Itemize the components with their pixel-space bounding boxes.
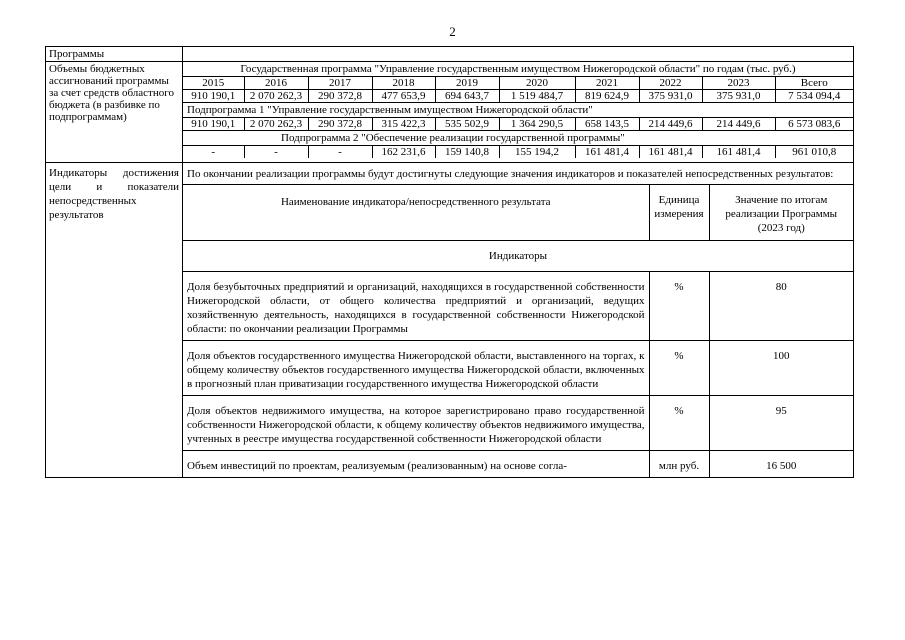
indicators-row bbox=[46, 163, 853, 478]
funding-year-cell: 2018 bbox=[372, 77, 435, 90]
subprogram1-value-cell: 6 573 083,6 bbox=[775, 118, 853, 131]
passport-table bbox=[45, 46, 854, 478]
indicator-name: Доля объектов недвижимого имущества, на которое зарегистрировано право государственной собственности Нижегородской области, к общему количеству объектов недвижимого имущества, учтенных в реестре имущества государственной собственности Нижегородской области bbox=[183, 396, 649, 451]
funding-year-cell: 2015 bbox=[183, 77, 244, 90]
funding-table bbox=[183, 76, 853, 102]
subprogram2-value-cell: - bbox=[183, 146, 244, 159]
page-number: 2 bbox=[449, 24, 456, 39]
indicators-intro: По окончании реализации программы будут достигнуты следующие значения индикаторов и показателей непосредственных результатов: bbox=[187, 168, 834, 180]
programs-value bbox=[183, 47, 853, 61]
funding-header-row bbox=[183, 77, 853, 90]
funding-year-cell: 2023 bbox=[702, 77, 775, 90]
funding-label: Объемы бюджетных ассигнований программы за счет средств областного бюджета (в разбивке по подпрограммам) bbox=[46, 62, 183, 162]
indicator-unit: % bbox=[649, 272, 709, 341]
indicator-value: 95 bbox=[709, 396, 853, 451]
indicators-content bbox=[183, 163, 853, 477]
program-value-cell: 477 653,9 bbox=[372, 90, 435, 103]
subprogram2-table bbox=[183, 145, 853, 158]
indicator-name: Доля объектов государственного имущества Нижегородской области, выставленного на торгах, к общему количеству объектов государственного имущества Нижегородской области, включенных в прогнозный план приватизации государственного имущества Нижегородской области bbox=[183, 341, 649, 396]
program-value-cell: 375 931,0 bbox=[702, 90, 775, 103]
program-value-cell: 694 643,7 bbox=[435, 90, 499, 103]
subprogram2-value-cell: 161 481,4 bbox=[639, 146, 702, 159]
funding-content bbox=[183, 62, 853, 162]
subprogram2-value-cell: 159 140,8 bbox=[435, 146, 499, 159]
program-value-cell: 2 070 262,3 bbox=[244, 90, 308, 103]
subprogram1-value-cell: 2 070 262,3 bbox=[244, 118, 308, 131]
indicators-table bbox=[183, 184, 853, 477]
indicator-value: 16 500 bbox=[709, 451, 853, 478]
subprogram2-title: Подпрограмма 2 "Обеспечение реализации государственной программы" bbox=[183, 130, 853, 145]
funding-year-cell: 2017 bbox=[308, 77, 372, 90]
indicator-name: Доля безубыточных предприятий и организаций, находящихся в государственной собственности Нижегородской области, от общего количества предприятий и организаций, ведущих хозяйственную деятельность, находящихся в государственной собственности Нижегородской области: по окончании реализации Программы bbox=[183, 272, 649, 341]
subprogram1-value-cell: 214 449,6 bbox=[702, 118, 775, 131]
funding-year-cell: 2019 bbox=[435, 77, 499, 90]
indicators-header-row bbox=[183, 185, 853, 241]
header-indicator-name: Наименование индикатора/непосредственного результата bbox=[183, 185, 649, 241]
subprogram1-value-cell: 535 502,9 bbox=[435, 118, 499, 131]
header-final-value: Значение по итогам реализации Программы (2023 год) bbox=[709, 185, 853, 241]
subprogram2-value-cell: 155 194,2 bbox=[499, 146, 575, 159]
funding-year-cell: Всего bbox=[775, 77, 853, 90]
subprogram2-row bbox=[183, 146, 853, 159]
programs-row bbox=[46, 47, 853, 62]
funding-year-cell: 2020 bbox=[499, 77, 575, 90]
funding-program-row bbox=[183, 90, 853, 103]
indicators-section-title: Индикаторы bbox=[183, 241, 853, 272]
subprogram1-value-cell: 214 449,6 bbox=[639, 118, 702, 131]
indicator-name: Объем инвестиций по проектам, реализуемым (реализованным) на основе согла- bbox=[183, 451, 649, 478]
subprogram1-value-cell: 1 364 290,5 bbox=[499, 118, 575, 131]
subprogram2-value-cell: 961 010,8 bbox=[775, 146, 853, 159]
subprogram2-value-cell: 161 481,4 bbox=[702, 146, 775, 159]
header-unit: Единица измерения bbox=[649, 185, 709, 241]
indicators-section-row bbox=[183, 241, 853, 272]
funding-row bbox=[46, 62, 853, 163]
program-value-cell: 819 624,9 bbox=[575, 90, 639, 103]
subprogram2-value-cell: - bbox=[244, 146, 308, 159]
program-value-cell: 375 931,0 bbox=[639, 90, 702, 103]
indicator-unit: млн руб. bbox=[649, 451, 709, 478]
subprogram1-value-cell: 315 422,3 bbox=[372, 118, 435, 131]
subprogram1-value-cell: 290 372,8 bbox=[308, 118, 372, 131]
subprogram1-value-cell: 658 143,5 bbox=[575, 118, 639, 131]
indicator-value: 100 bbox=[709, 341, 853, 396]
indicator-row bbox=[183, 451, 853, 478]
subprogram1-value-cell: 910 190,1 bbox=[183, 118, 244, 131]
indicator-row bbox=[183, 341, 853, 396]
indicator-row bbox=[183, 396, 853, 451]
program-value-cell: 290 372,8 bbox=[308, 90, 372, 103]
subprogram1-row bbox=[183, 118, 853, 131]
funding-year-cell: 2016 bbox=[244, 77, 308, 90]
indicator-unit: % bbox=[649, 396, 709, 451]
programs-label: Программы bbox=[46, 47, 183, 61]
indicator-value: 80 bbox=[709, 272, 853, 341]
program-value-cell: 1 519 484,7 bbox=[499, 90, 575, 103]
subprogram2-value-cell: 162 231,6 bbox=[372, 146, 435, 159]
funding-year-cell: 2022 bbox=[639, 77, 702, 90]
indicators-label: Индикаторы достижения цели и показатели непосредственных результатов bbox=[46, 163, 183, 477]
indicator-unit: % bbox=[649, 341, 709, 396]
subprogram2-value-cell: - bbox=[308, 146, 372, 159]
subprogram1-table bbox=[183, 117, 853, 130]
funding-year-cell: 2021 bbox=[575, 77, 639, 90]
program-value-cell: 7 534 094,4 bbox=[775, 90, 853, 103]
subprogram1-title: Подпрограмма 1 "Управление государственным имуществом Нижегородской области" bbox=[183, 102, 853, 117]
indicator-row bbox=[183, 272, 853, 341]
subprogram2-value-cell: 161 481,4 bbox=[575, 146, 639, 159]
program-value-cell: 910 190,1 bbox=[183, 90, 244, 103]
funding-program-title: Государственная программа "Управление государственным имуществом Нижегородской области" по годам (тыс. руб.) bbox=[240, 63, 796, 75]
